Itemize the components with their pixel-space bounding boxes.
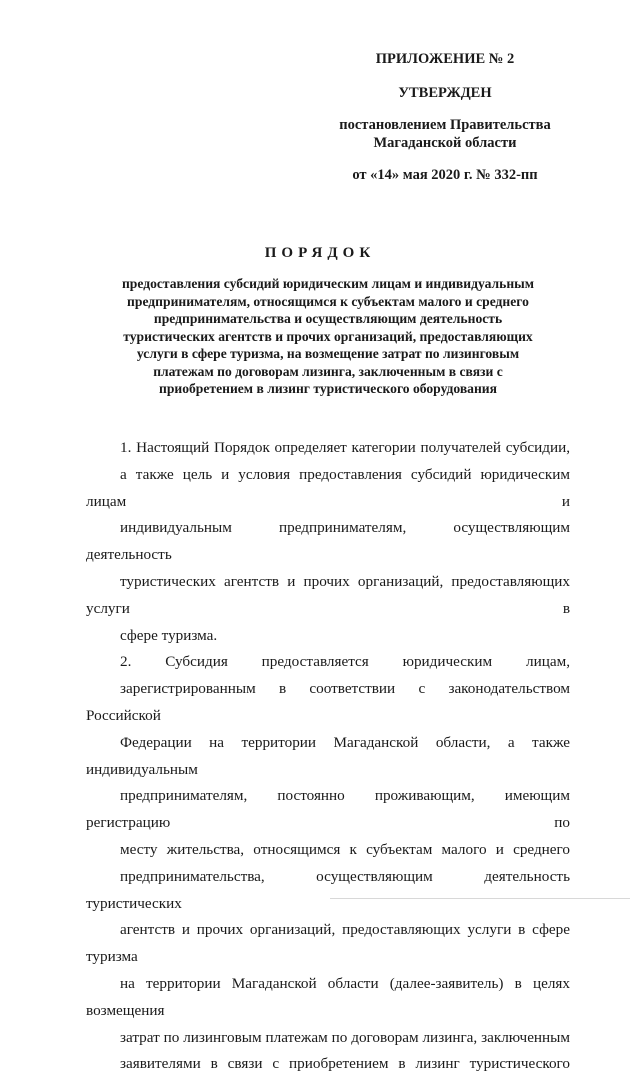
paragraph-line: зарегистрированным в соответствии с законодательством Российской [86,680,570,724]
subtitle-line: туристических агентств и прочих организаций, предоставляющих [123,328,533,344]
paragraph-line: заявителями в связи с приобретением в лизинг туристического [120,1055,570,1073]
appendix-label: ПРИЛОЖЕНИЕ № 2 [375,51,515,67]
paragraph-line: предпринимательства, осуществляющим деятельность туристических [86,867,570,912]
subtitle-line: платежам по договорам лизинга, заключенным в связи с [153,363,503,379]
paragraph-line: месту жительства, относящимся к субъектам малого и среднего [120,840,570,858]
subtitle-line: предпринимательства и осуществляющим деятельность [153,311,503,326]
paragraph-line: а также цель и условия предоставления субсидий юридическим лицам и [86,465,570,510]
subtitle-line: услуги в сфере туризма, на возмещение затрат по лизинговым [136,346,520,361]
decree-line-1: постановлением Правительства [339,117,551,133]
paragraph-line: сфере туризма. [120,626,218,644]
document-subtitle [88,275,568,398]
decree-date: от «14» мая 2020 г. № 332-пп [352,167,538,183]
paragraph-2 [86,649,570,1078]
paragraph-line: 2. Субсидия предоставляется юридическим лицам, [120,653,570,671]
paragraph-line: Федерации на территории Магаданской области, а также индивидуальным [86,733,570,778]
subtitle-line: предпринимателям, относящимся к субъектам малого и среднего [127,293,529,309]
paragraph-line: туристических агентств и прочих организаций, предоставляющих услуги в [86,572,570,617]
paragraph-line: агентств и прочих организаций, предоставляющих услуги в сфере туризма [86,921,570,966]
paragraph-line: предпринимателям, постоянно проживающим, имеющим регистрацию по [86,787,570,832]
paragraph-line: затрат по лизинговым платежам по договорам лизинга, заключенным [120,1028,570,1046]
paragraph-line: 1. Настоящий Порядок определяет категории получателей субсидии, [120,439,570,456]
document-body [86,435,570,1078]
paragraph-line: индивидуальным предпринимателям, осуществляющим деятельность [86,519,570,564]
decree-reference [300,116,590,152]
subtitle-line: приобретением в лизинг туристического оборудования [158,381,497,396]
subtitle-line: предоставления субсидий юридическим лицам и индивидуальным [121,276,535,291]
decree-line-2: Магаданской области [373,135,517,151]
approved-label: УТВЕРЖДЕН [398,85,492,101]
paragraph-line: на территории Магаданской области (далее-заявитель) в целях возмещения [86,974,570,1019]
approval-header [300,50,590,184]
document-title: ПОРЯДОК [264,245,376,261]
page-edge-divider [330,898,630,899]
paragraph-1 [86,435,570,649]
